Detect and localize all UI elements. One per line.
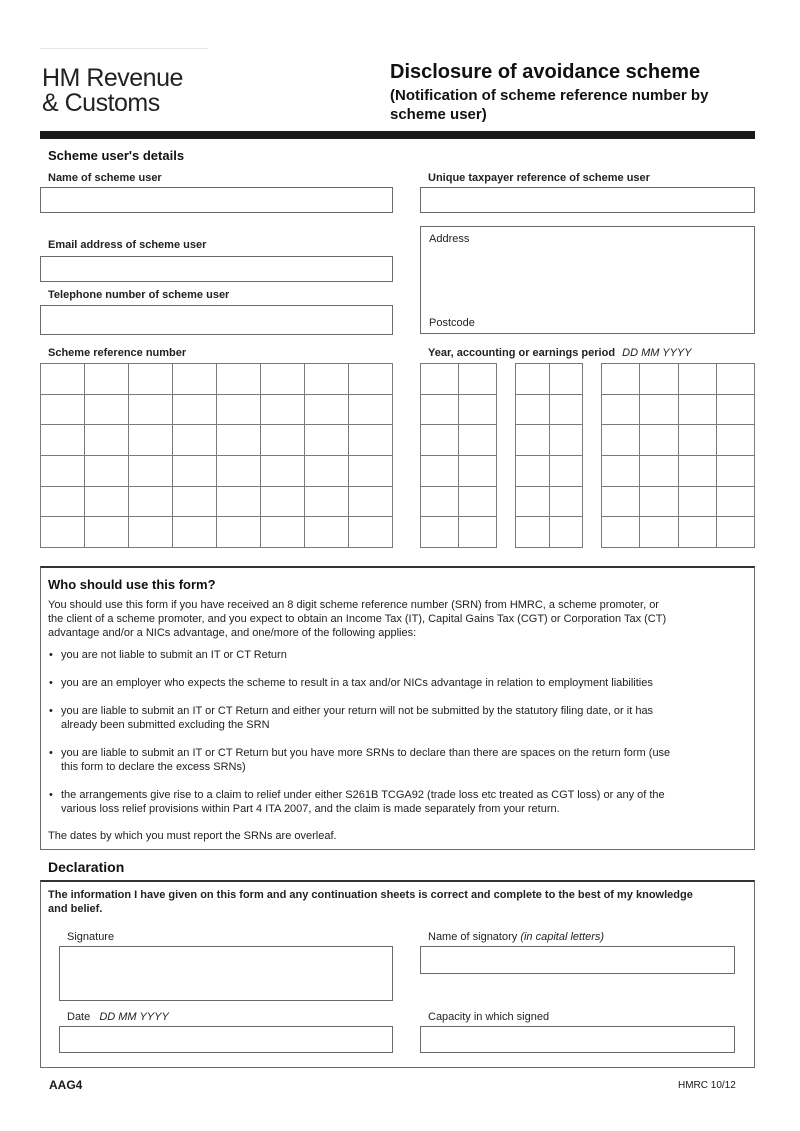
period-row [516, 364, 583, 395]
utr-input[interactable] [420, 187, 755, 213]
capacity-input[interactable] [420, 1026, 735, 1053]
bullet-text-3b: already been submitted excluding the SRN [61, 719, 270, 731]
grid-cell[interactable] [217, 486, 261, 517]
period-row [421, 517, 497, 548]
form-version: HMRC 10/12 [678, 1080, 736, 1091]
grid-cell[interactable] [305, 425, 349, 456]
grid-cell[interactable] [349, 364, 393, 395]
bullet-dot-icon: • [49, 789, 53, 801]
grid-cell[interactable] [549, 425, 583, 456]
grid-cell[interactable] [640, 486, 678, 517]
grid-cell[interactable] [41, 425, 85, 456]
grid-cell[interactable] [421, 364, 459, 395]
bullet-dot-icon: • [49, 649, 53, 661]
grid-cell[interactable] [349, 517, 393, 548]
statement-line-1: The information I have given on this form and any continuation sheets is correct and complete to the best of my knowledge [48, 889, 693, 901]
grid-cell[interactable] [678, 455, 716, 486]
grid-cell[interactable] [41, 364, 85, 395]
bullet-dot-icon: • [49, 677, 53, 689]
intro-line-2: the client of a scheme promoter, and you expect to obtain an Income Tax (IT), Capital Gains Tax (CGT) or Corporation Tax (CT) [48, 613, 667, 625]
grid-cell[interactable] [217, 517, 261, 548]
who-closing: The dates by which you must report the SRNs are overleaf. [48, 830, 337, 842]
capacity-label: Capacity in which signed [428, 1011, 550, 1023]
grid-cell[interactable] [602, 425, 640, 456]
grid-cell[interactable] [716, 394, 754, 425]
grid-cell[interactable] [459, 394, 497, 425]
srn-row [41, 455, 393, 486]
grid-cell[interactable] [129, 517, 173, 548]
statement-line-2: and belief. [48, 903, 103, 915]
grid-cell[interactable] [305, 455, 349, 486]
srn-row [41, 394, 393, 425]
srn-grid[interactable] [40, 363, 393, 548]
period-row [421, 394, 497, 425]
grid-cell[interactable] [549, 364, 583, 395]
email-label: Email address of scheme user [48, 239, 207, 251]
period-row [421, 486, 497, 517]
grid-cell[interactable] [549, 517, 583, 548]
grid-cell[interactable] [678, 364, 716, 395]
grid-cell[interactable] [549, 394, 583, 425]
grid-cell[interactable] [716, 455, 754, 486]
grid-cell[interactable] [459, 486, 497, 517]
grid-cell[interactable] [173, 394, 217, 425]
grid-cell[interactable] [640, 394, 678, 425]
name-input[interactable] [40, 187, 393, 213]
signature-input[interactable] [59, 946, 393, 1001]
scheme-user-heading: Scheme user's details [48, 148, 185, 163]
srn-label: Scheme reference number [48, 347, 187, 359]
grid-cell[interactable] [305, 394, 349, 425]
grid-cell[interactable] [640, 455, 678, 486]
grid-cell[interactable] [678, 517, 716, 548]
period-year-grid[interactable] [601, 363, 755, 548]
name-label: Name of scheme user [48, 172, 162, 184]
utr-label: Unique taxpayer reference of scheme user [428, 172, 650, 184]
grid-cell[interactable] [85, 517, 129, 548]
date-format: DD MM YYYY [99, 1011, 169, 1023]
grid-cell[interactable] [349, 425, 393, 456]
bullet-item-5 [49, 788, 744, 816]
logo-line-1: HM Revenue [42, 64, 183, 92]
grid-cell[interactable] [217, 364, 261, 395]
period-day-grid[interactable] [420, 363, 497, 548]
grid-cell[interactable] [129, 486, 173, 517]
grid-cell[interactable] [85, 394, 129, 425]
period-row [516, 517, 583, 548]
period-label-text: Year, accounting or earnings period [428, 347, 616, 359]
bullet-item-4 [49, 746, 744, 774]
telephone-label: Telephone number of scheme user [48, 289, 230, 301]
period-format: DD MM YYYY [622, 347, 692, 359]
grid-cell[interactable] [173, 486, 217, 517]
bullet-text-2: you are an employer who expects the scheme to result in a tax and/or NICs advantage in relation to employment liabilities [61, 677, 653, 689]
signature-label: Signature [67, 931, 115, 943]
grid-cell[interactable] [305, 486, 349, 517]
header-rule [40, 131, 755, 139]
address-label: Address [429, 233, 470, 245]
srn-row [41, 364, 393, 395]
bullet-item-3 [49, 704, 744, 732]
grid-cell[interactable] [305, 517, 349, 548]
declaration-heading: Declaration [48, 859, 125, 875]
grid-cell[interactable] [261, 455, 305, 486]
telephone-input[interactable] [40, 305, 393, 335]
period-row [421, 425, 497, 456]
bullet-text-4b: this form to declare the excess SRNs) [61, 761, 246, 773]
grid-cell[interactable] [217, 455, 261, 486]
date-input[interactable] [59, 1026, 393, 1053]
period-month-grid[interactable] [515, 363, 583, 548]
grid-cell[interactable] [602, 486, 640, 517]
grid-cell[interactable] [716, 486, 754, 517]
grid-cell[interactable] [41, 486, 85, 517]
grid-cell[interactable] [173, 425, 217, 456]
bullet-item-1 [49, 648, 744, 662]
grid-cell[interactable] [421, 394, 459, 425]
grid-cell[interactable] [261, 517, 305, 548]
period-row [421, 455, 497, 486]
grid-cell[interactable] [85, 425, 129, 456]
bullet-dot-icon: • [49, 705, 53, 717]
signatory-note: (in capital letters) [520, 931, 605, 943]
period-row [516, 425, 583, 456]
grid-cell[interactable] [349, 455, 393, 486]
address-input[interactable] [420, 226, 755, 334]
email-input[interactable] [40, 256, 393, 282]
period-row [602, 364, 755, 395]
signatory-label [428, 931, 604, 943]
header-top-line [40, 48, 208, 49]
grid-cell[interactable] [716, 425, 754, 456]
period-row [602, 455, 755, 486]
bullet-item-2 [49, 676, 744, 690]
grid-cell[interactable] [217, 394, 261, 425]
grid-cell[interactable] [85, 364, 129, 395]
grid-cell[interactable] [421, 517, 459, 548]
period-row [602, 394, 755, 425]
grid-cell[interactable] [459, 425, 497, 456]
grid-cell[interactable] [602, 455, 640, 486]
grid-cell[interactable] [421, 425, 459, 456]
grid-cell[interactable] [217, 425, 261, 456]
grid-cell[interactable] [640, 517, 678, 548]
period-row [602, 486, 755, 517]
grid-cell[interactable] [349, 486, 393, 517]
logo-line-2: & Customs [42, 89, 160, 117]
grid-cell[interactable] [640, 425, 678, 456]
grid-cell[interactable] [173, 517, 217, 548]
bullet-text-4a: you are liable to submit an IT or CT Return but you have more SRNs to declare than there are spaces on the return form (use [61, 747, 671, 759]
grid-cell[interactable] [41, 394, 85, 425]
who-intro [48, 598, 748, 640]
grid-cell[interactable] [459, 517, 497, 548]
grid-cell[interactable] [173, 364, 217, 395]
subtitle-line-2: scheme user) [390, 106, 487, 123]
grid-cell[interactable] [129, 394, 173, 425]
bullet-dot-icon: • [49, 747, 53, 759]
grid-cell[interactable] [85, 486, 129, 517]
srn-row [41, 425, 393, 456]
grid-cell[interactable] [305, 364, 349, 395]
date-label-text: Date [67, 1011, 91, 1023]
grid-cell[interactable] [516, 394, 550, 425]
postcode-label: Postcode [429, 317, 475, 329]
grid-cell[interactable] [516, 455, 550, 486]
grid-cell[interactable] [421, 486, 459, 517]
period-row [602, 517, 755, 548]
bullet-text-3a: you are liable to submit an IT or CT Return and either your return will not be submitted by the statutory filing date, or it has [61, 705, 654, 717]
form-title: Disclosure of avoidance scheme [390, 61, 701, 83]
grid-cell[interactable] [640, 364, 678, 395]
grid-cell[interactable] [261, 486, 305, 517]
period-row [516, 394, 583, 425]
grid-cell[interactable] [516, 517, 550, 548]
period-label [428, 347, 692, 359]
grid-cell[interactable] [421, 455, 459, 486]
grid-cell[interactable] [602, 517, 640, 548]
grid-cell[interactable] [129, 455, 173, 486]
grid-cell[interactable] [549, 455, 583, 486]
signatory-name-input[interactable] [420, 946, 735, 974]
grid-cell[interactable] [516, 486, 550, 517]
period-row [602, 425, 755, 456]
grid-cell[interactable] [516, 425, 550, 456]
period-row [516, 486, 583, 517]
grid-cell[interactable] [716, 517, 754, 548]
bullet-text-5b: various loss relief provisions within Part 4 ITA 2007, and the claim is made separately from your return. [61, 803, 560, 815]
who-heading: Who should use this form? [48, 577, 216, 592]
grid-cell[interactable] [173, 455, 217, 486]
form-code: AAG4 [49, 1078, 83, 1092]
grid-cell[interactable] [261, 364, 305, 395]
bullet-text-5a: the arrangements give rise to a claim to relief under either S261B TCGA92 (trade loss etc treated as CGT loss) or any of the [61, 789, 665, 801]
grid-cell[interactable] [602, 364, 640, 395]
intro-line-3: advantage and/or a NICs advantage, and one/more of the following applies: [48, 627, 417, 639]
period-row [516, 455, 583, 486]
srn-row [41, 486, 393, 517]
grid-cell[interactable] [41, 517, 85, 548]
grid-cell[interactable] [349, 394, 393, 425]
intro-line-1: You should use this form if you have received an 8 digit scheme reference number (SRN) from HMRC, a scheme promoter, or [48, 599, 659, 611]
signatory-label-text: Name of signatory [428, 931, 518, 943]
subtitle-line-1: (Notification of scheme reference number by [390, 87, 709, 104]
form-subtitle [390, 86, 708, 124]
grid-cell[interactable] [41, 455, 85, 486]
grid-cell[interactable] [129, 364, 173, 395]
srn-row [41, 517, 393, 548]
grid-cell[interactable] [678, 394, 716, 425]
grid-cell[interactable] [129, 425, 173, 456]
grid-cell[interactable] [678, 486, 716, 517]
bullet-text-1: you are not liable to submit an IT or CT Return [61, 649, 287, 661]
period-row [421, 364, 497, 395]
grid-cell[interactable] [261, 394, 305, 425]
date-label [67, 1011, 169, 1023]
grid-cell[interactable] [85, 455, 129, 486]
hmrc-logo [42, 66, 183, 116]
grid-cell[interactable] [459, 455, 497, 486]
grid-cell[interactable] [602, 394, 640, 425]
grid-cell[interactable] [716, 364, 754, 395]
grid-cell[interactable] [459, 364, 497, 395]
grid-cell[interactable] [261, 425, 305, 456]
grid-cell[interactable] [678, 425, 716, 456]
grid-cell[interactable] [516, 364, 550, 395]
declaration-statement [48, 888, 748, 916]
grid-cell[interactable] [549, 486, 583, 517]
